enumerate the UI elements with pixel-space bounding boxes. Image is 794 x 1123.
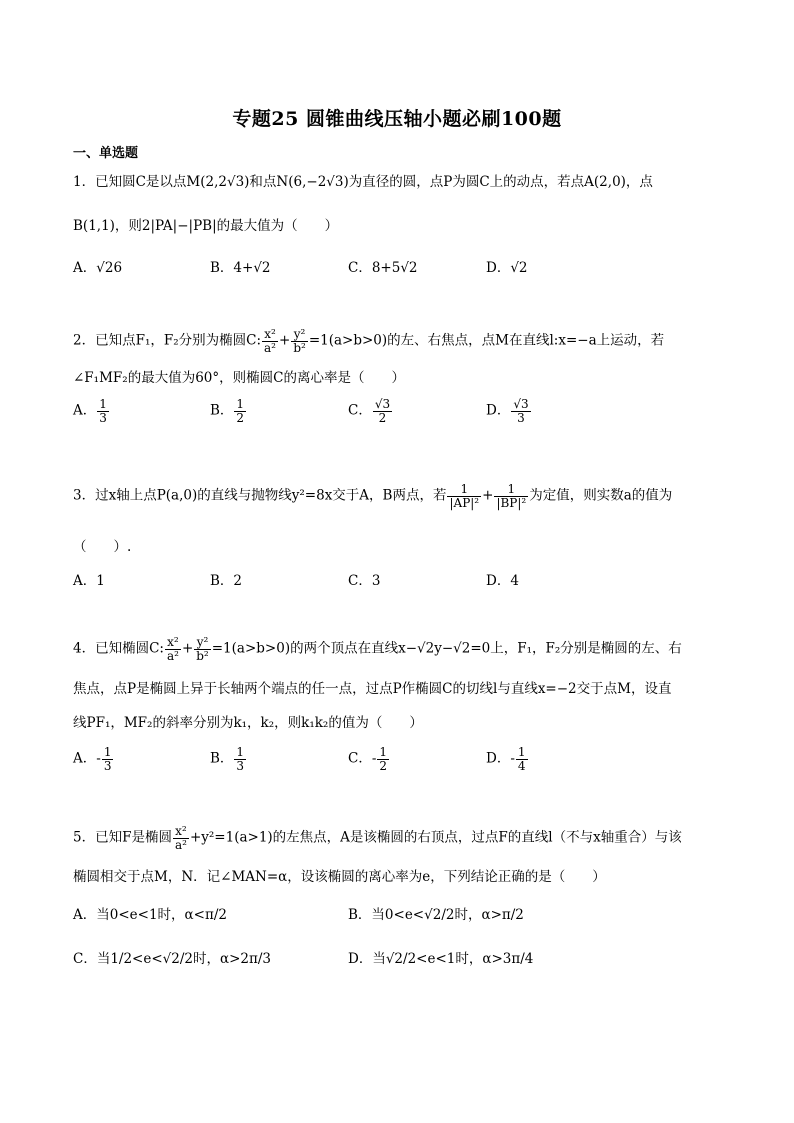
q5-text-b: +y²=1(a>1)的左焦点，A是该椭圆的右顶点，过点F的直线l（不与x轴重合）与该 [189, 829, 682, 846]
q2-frac-x-num: x² [262, 328, 278, 342]
q4-frac-x [165, 636, 181, 662]
q3-text-b: 为定值，则实数a的值为 [529, 487, 673, 504]
q2-option-b-label: B． [210, 402, 234, 419]
q5-frac-x-den: a² [174, 837, 187, 852]
q1-option-b: B．4+√2 [210, 260, 271, 276]
q3-text-a: 3．过x轴上点P(a,0)的直线与抛物线y²=8x交于A，B两点，若 [73, 487, 447, 504]
q5-text-a: 5．已知F是椭圆 [73, 829, 172, 846]
q4-option-d-label: D．- [486, 750, 515, 767]
q4-c-den: 2 [379, 758, 388, 773]
question-5-line-2: 椭圆相交于点M，N．记∠MAN=α，设该椭圆的离心率为e，下列结论正确的是（ ） [73, 869, 606, 885]
q2-b-den: 2 [236, 410, 245, 425]
q2-option-d-label: D． [486, 402, 511, 419]
q2-frac-x-den: a² [264, 340, 276, 355]
question-3-line-2: （ ）. [73, 539, 132, 555]
q2-d-den: 3 [517, 410, 525, 425]
question-1-line-2: B(1,1)，则2|PA|−|PB|的最大值为（ ） [73, 218, 339, 234]
q2-a-den: 3 [99, 410, 107, 425]
q2-frac-x [262, 328, 278, 354]
q2-c-den: 2 [378, 410, 387, 425]
question-2-line-1: 2．已知点F₁，F₂分别为椭圆C: $\frac{\text{x²}}{\text{a²}}$ + $\frac{\text{y²}}{\text{b²}}$ =1(a>b>0)的左、右焦点，点M在直线l:x=−a上运动，若 [73, 327, 665, 355]
q5-option-d: D．当√2/2<e<1时，α>3π/4 [348, 951, 534, 967]
q3-option-d: D．4 [486, 573, 519, 589]
page-title: 专题25 圆锥曲线压轴小题必刷100题 [232, 108, 562, 130]
q3-frac-ap-num: 1 [447, 483, 481, 497]
q4-option-c [348, 746, 390, 772]
q3-frac-ap-den: |AP|² [449, 495, 480, 510]
question-4-line-1: 4．已知椭圆C: $\frac{\text{x²}}{\text{a²}}$ + $\frac{\text{y²}}{\text{b²}}$ =1(a>b>0)的两个顶点在直线x−√2y−√2=0上，F₁，F₂分别是椭圆的左、右 [73, 635, 682, 663]
q4-text-a: 4．已知椭圆C: [73, 640, 164, 657]
question-3-line-1: 3．过x轴上点P(a,0)的直线与抛物线y²=8x交于A，B两点，若 $\frac{1}{\text{|AP|²}}$ + $\frac{1}{\text{|BP|²}}$ 为定值，则实数a的值为 [73, 482, 673, 510]
q3-frac-bp-num: 1 [494, 483, 528, 497]
q3-option-a: A．1 [73, 573, 105, 589]
q3-frac-bp [494, 483, 528, 509]
q4-a-den: 3 [103, 758, 112, 773]
q4-frac-y-den: b² [196, 648, 209, 663]
q3-frac-bp-den: |BP|² [496, 495, 527, 510]
q2-b-num: 1 [236, 397, 245, 411]
q4-frac-y [194, 636, 211, 662]
q4-option-a-label: A．- [73, 750, 101, 767]
q4-option-b [210, 746, 247, 772]
q3-frac-ap [447, 483, 481, 509]
q2-c-num: √3 [374, 397, 391, 411]
q5-frac-x [173, 825, 189, 851]
q2-option-b [210, 398, 247, 424]
q4-a-num: 1 [103, 745, 112, 759]
q3-option-c: C．3 [348, 573, 381, 589]
q2-text-b: =1(a>b>0)的左、右焦点，点M在直线l:x=−a上运动，若 [308, 332, 665, 349]
q1-option-a: A．√26 [73, 260, 123, 276]
q4-frac-x-den: a² [166, 648, 179, 663]
q2-option-c-label: C． [348, 402, 372, 419]
question-5-line-1 [73, 825, 682, 851]
q4-b-num: 1 [236, 745, 245, 759]
q2-frac-y-den: b² [293, 340, 306, 355]
q4-option-d [486, 746, 529, 772]
q4-b-den: 3 [236, 758, 245, 773]
q5-option-c: C．当1/2<e<√2/2时，α>2π/3 [73, 951, 272, 967]
question-4-line-2: 焦点，点P是椭圆上异于长轴两个端点的任一点，过点P作椭圆C的切线l与直线x=−2交于点M，设直 [73, 681, 672, 697]
q2-d-num: √3 [513, 397, 529, 411]
q4-frac-y-num: y² [194, 636, 211, 650]
q2-option-c [348, 398, 393, 424]
q4-frac-x-num: x² [165, 636, 181, 650]
question-4-line-3: 线PF₁，MF₂的斜率分别为k₁，k₂，则k₁k₂的值为（ ） [73, 715, 423, 731]
q1-option-d: D．√2 [486, 260, 528, 276]
q2-option-a-label: A． [73, 402, 97, 419]
q2-text-a: 2．已知点F₁，F₂分别为椭圆C: [73, 332, 262, 349]
q2-option-d [486, 398, 532, 424]
q4-option-a [73, 746, 114, 772]
q2-a-num: 1 [99, 397, 107, 411]
q5-option-a: A．当0<e<1时，α<π/2 [73, 907, 227, 923]
q4-text-b: =1(a>b>0)的两个顶点在直线x−√2y−√2=0上，F₁，F₂分别是椭圆的左、右 [211, 640, 682, 657]
q4-option-b-label: B． [210, 750, 234, 767]
q5-frac-x-num: x² [173, 825, 189, 839]
q2-frac-y [291, 328, 308, 354]
q2-frac-y-num: y² [291, 328, 308, 342]
q3-option-b: B．2 [210, 573, 243, 589]
q4-option-c-label: C．- [348, 750, 377, 767]
section-heading: 一、单选题 [73, 146, 139, 161]
q4-d-den: 4 [517, 758, 526, 773]
q4-d-num: 1 [517, 745, 526, 759]
q1-option-c: C．8+5√2 [348, 260, 418, 276]
q4-c-num: 1 [379, 745, 388, 759]
question-2-line-2: ∠F₁MF₂的最大值为60°，则椭圆C的离心率是（ ） [73, 370, 405, 386]
question-1-line-1: 1．已知圆C是以点M(2,2√3)和点N(6,−2√3)为直径的圆，点P为圆C上的动点，若点A(2,0)，点 [73, 174, 653, 190]
q2-option-a [73, 398, 110, 424]
q5-option-b: B．当0<e<√2/2时，α>π/2 [348, 907, 524, 923]
